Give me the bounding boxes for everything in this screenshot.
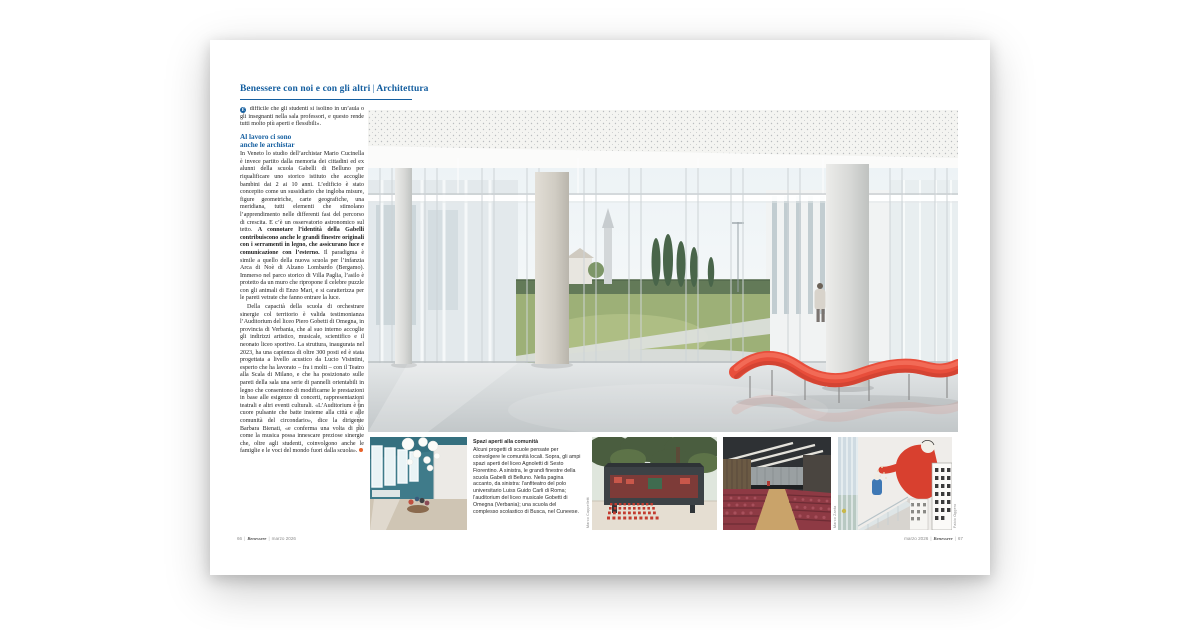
article-column — [240, 106, 364, 538]
main-photo-school-hall — [368, 110, 958, 432]
subhead-line1: Al lavoro ci sono — [240, 132, 292, 141]
kicker-left: Benessere con noi e con gli altri — [240, 84, 371, 94]
paragraph-1 — [240, 151, 364, 303]
footer-right-sep2: | — [954, 536, 956, 541]
footer-left-date: marzo 2026 — [271, 536, 296, 541]
end-of-article-dot-icon — [359, 448, 363, 452]
photo-auditorium-gobetti — [723, 437, 831, 530]
kicker-separator: | — [372, 84, 375, 94]
section-kicker — [240, 84, 429, 94]
footer-left-sep1: | — [244, 536, 246, 541]
paragraph-2 — [240, 304, 364, 456]
photo-amphitheatre-luiss — [592, 437, 717, 530]
caption-body: Alcuni progetti di scuole pensate per coinvolgere le comunità locali. Sopra, gli ampi spazi aperti del liceo Agnoletti di Sesto Fiorentino. A sinistra, le grandi finestre della scuola Gabelli di Belluno. Nella pagina accanto, da sinistra: l’anfiteatro del polo universitario Luiss Guido Carli di Roma; l’auditorium del liceo musicale Gobetti di Omegna (Verbania); una scuola del complesso scolastico di Busca, nel Cuneese. — [473, 446, 581, 516]
footer-right-magazine: Benessere — [933, 536, 953, 541]
footer-right-sep1: | — [930, 536, 932, 541]
kicker-rule — [240, 99, 412, 100]
auditorium-illustration — [723, 437, 831, 530]
main-photo-illustration — [368, 110, 958, 432]
main-photo-credit: Marco Cappelletti — [357, 398, 361, 430]
mural-photo-credit: Fabio Oggero — [953, 503, 957, 528]
mural-illustration — [838, 437, 952, 530]
footer-right-date: marzo 2026 — [904, 536, 929, 541]
p1-bold: A connotare l’identità della Gabelli contribuiscono anche le grandi finestre originali con i serramenti in legno, che assicurano luce e comunicazione con l’esterno. — [240, 227, 364, 256]
footer-left-magazine: Benessere — [247, 536, 267, 541]
footer-right-page-number: 67 — [957, 536, 963, 541]
kicker-right: Architettura — [376, 84, 429, 94]
magazine-spread — [210, 40, 990, 575]
photo-classroom-agnoletti — [370, 437, 467, 530]
footer-right — [904, 536, 963, 541]
footer-left — [237, 536, 296, 541]
amphitheatre-illustration — [592, 437, 717, 530]
lead-quote — [240, 106, 364, 129]
caption-title: Spazi aperti alla comunità — [473, 439, 539, 445]
footer-left-page-number: 66 — [237, 536, 243, 541]
auditorium-photo-credit: Marco Zanta — [833, 505, 837, 528]
p1-start: In Veneto lo studio dell’archistar Mario Cucinella è invece partito dalla memoria dei cittadini ed ex alunni della scuola Gabelli di Belluno per riqualificare uno storico istituto che accoglie bambini dai 2 ai 10 anni. L’edificio è stato concepito come un sussidiario che ingloba misure, figure geometriche, carte geografiche, una meridiana, tutti elementi che stimolano l’apprendimento nelle differenti fasi del percorso di crescita. E c’è un osservatorio astronomico sul tetto. — [240, 151, 364, 234]
p1-end: Il paradigma è simile a quello della nuova scuola per l’infanzia Arca di Noè di Alzano Lombardo (Bergamo). Immerso nel parco storico di Villa Paglia, l’asilo è protetto da un muro che ripropone il celebre puzzle con gli animali di Enzo Mari, e si caratterizza per le pareti vetrate che fanno entrare la luce. — [240, 249, 364, 302]
lead-quote-text: difficile che gli studenti si isolino in un’aula o gli insegnanti nella sala professori, e questo rende tutti molto più aperti e flessibili». — [240, 106, 364, 128]
footer-left-sep2: | — [268, 536, 270, 541]
photo-mural-staircase-busca — [838, 437, 952, 530]
amphitheatre-photo-credit: Marco Cappelletti — [586, 496, 590, 528]
article-subhead — [240, 133, 364, 149]
classroom-illustration — [370, 437, 467, 530]
continuation-disc-icon: È — [241, 107, 245, 112]
subhead-line2: anche le archistar — [240, 140, 295, 149]
photo-caption-block — [473, 439, 583, 534]
p2-text: Della capacità della scuola di orchestrare sinergie col territorio è valida testimonianza l’Auditorium del liceo Piero Gobetti di Omegna, in provincia di Verbania, che al suo interno accoglie gli indirizzi artistico, musicale, scientifico e il neonato liceo sportivo. La struttura, inaugurata nel 2023, ha una capienza di oltre 300 posti ed è stata progettata a livello acustico da Lucio Visintini, esperto che ha lavorato – fra i molti – con il Teatro alla Scala di Milano, e che ha posizionato sulle pareti della sala una serie di pannelli orientabili in legno che consentono di modificarne le prestazioni in base alle esigenze di concerti, rappresentazioni teatrali e altri eventi culturali. «L’Auditorium è un cuore pulsante che batte insieme alla città e alle comunità del circondario», dice la dirigente Barbara Bienati, «e conferma una volta di più come la musica possa innescare preziose sinergie che, oltre agli studenti, coinvolgono anche le famiglie e le voci del mondo fuori dalla scuola». — [240, 304, 364, 455]
